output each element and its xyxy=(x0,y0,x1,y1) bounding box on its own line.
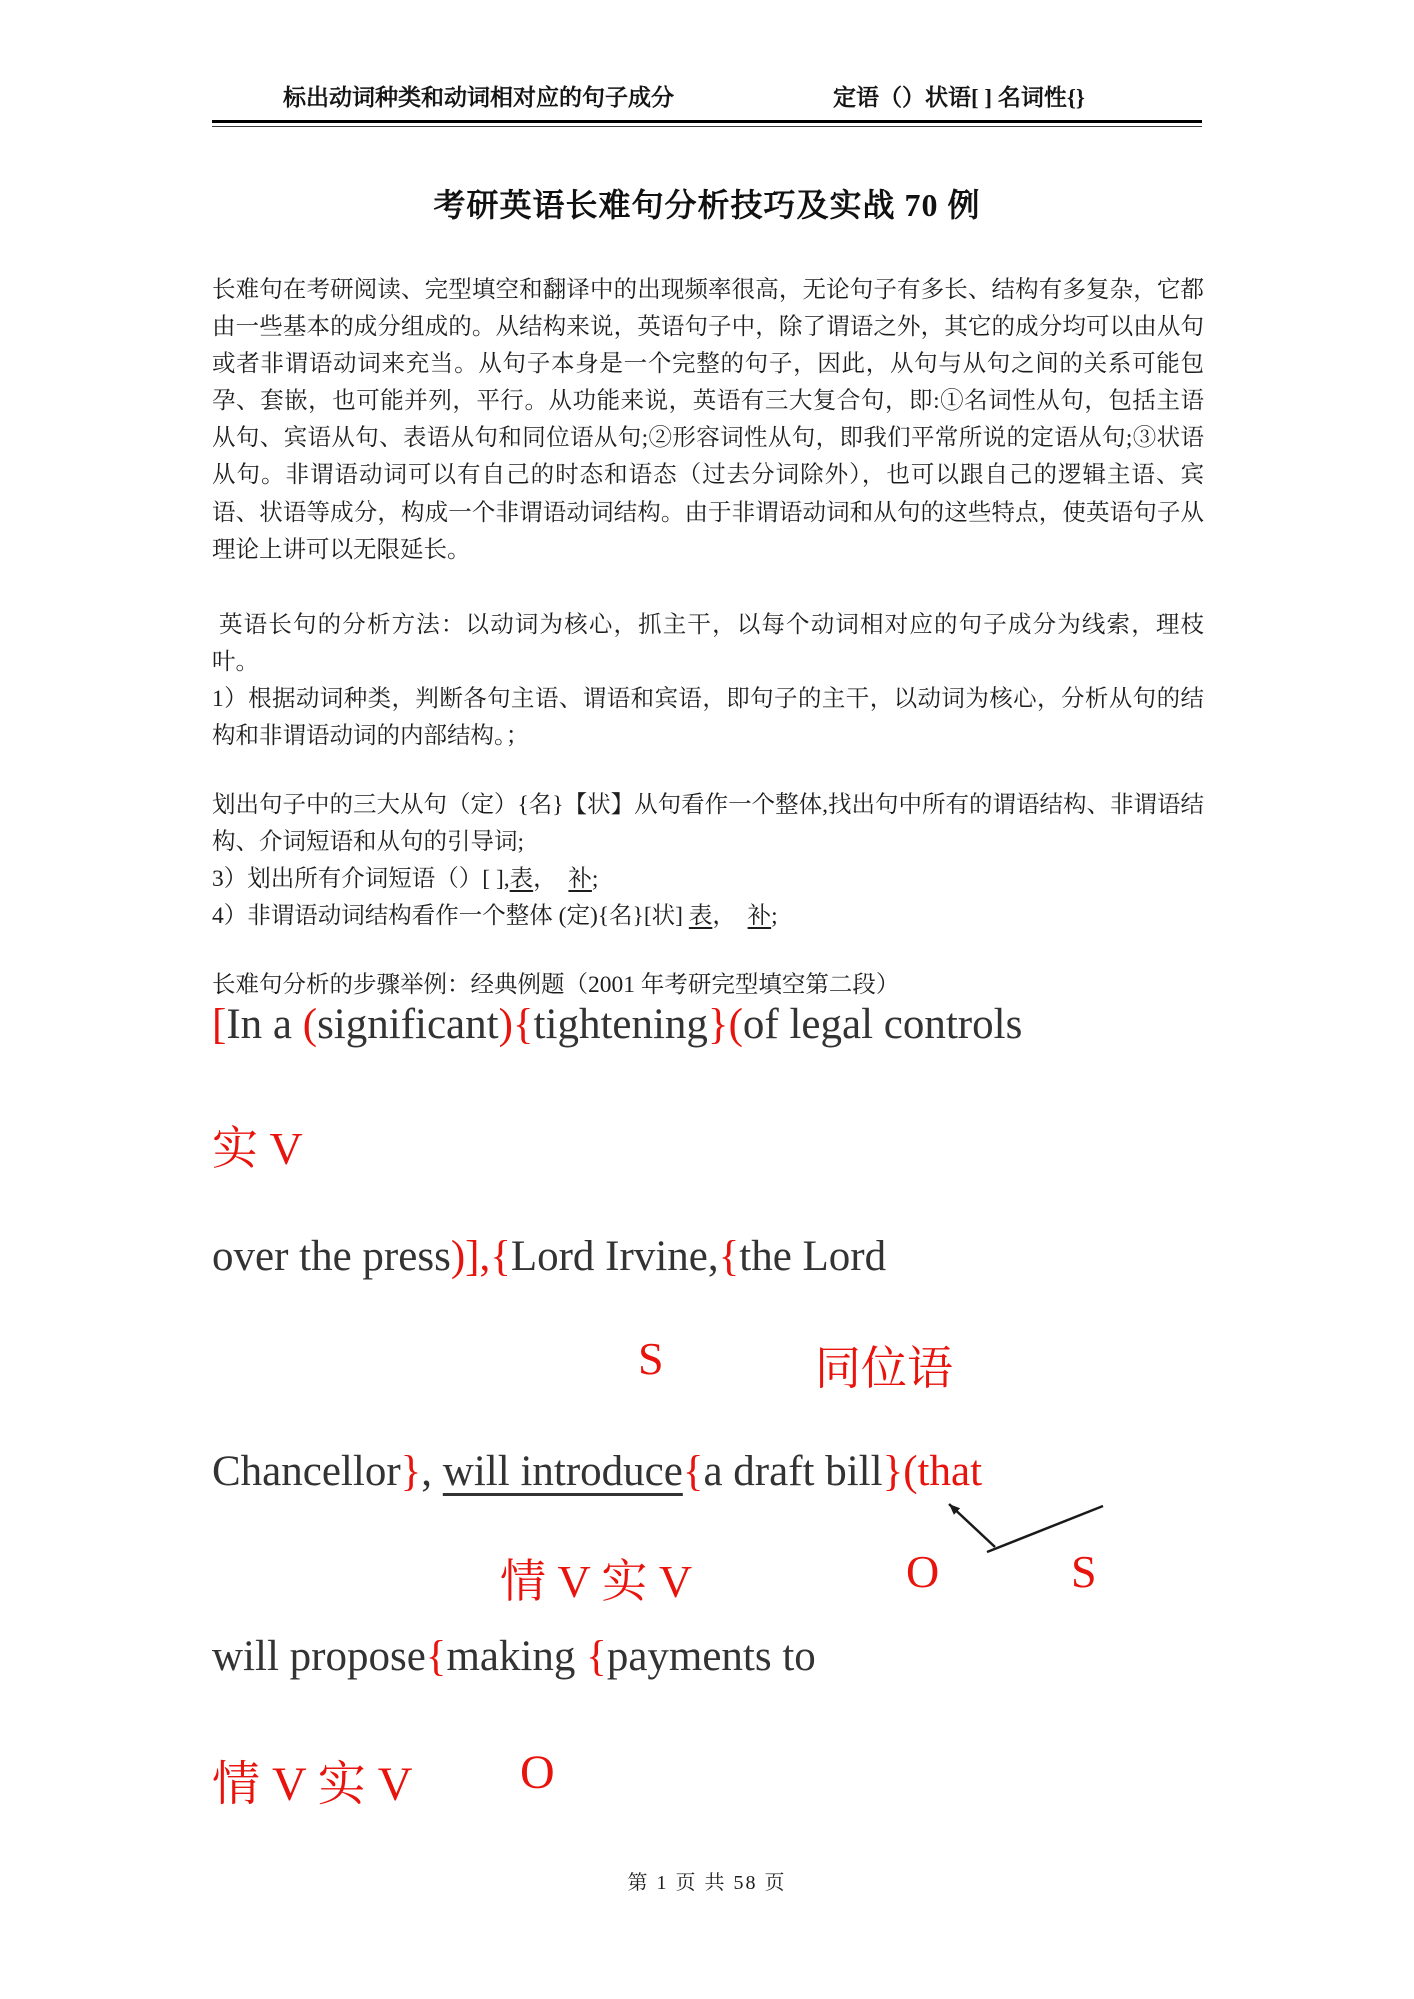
example-intro: 长难句分析的步骤举例：经典例题（2001 年考研完型填空第二段） xyxy=(212,972,900,998)
grammar-label-row-2 xyxy=(0,1332,1414,1392)
header-rule-thin xyxy=(212,126,1202,127)
grammar-label-row-4 xyxy=(0,1745,1414,1811)
grammar-label-subject: S xyxy=(1071,1546,1097,1597)
grammar-label-subject: S xyxy=(638,1333,664,1384)
step-line-3: 3）划出所有介词短语（）[ ],表， 补; xyxy=(212,866,599,892)
method-paragraph-1: 英语长句的分析方法：以动词为核心，抓主干，以每个动词相对应的句子成分为线索，理枝叶。 xyxy=(212,612,1204,676)
example-sentence-2: over the press)],{Lord Irvine,{the Lord xyxy=(212,1233,887,1280)
grammar-label-modal-real-verb: 情 V 实 V xyxy=(500,1556,693,1607)
grammar-label-row-3 xyxy=(0,1545,1414,1605)
method-paragraph-2: 1）根据动词种类，判断各句主语、谓语和宾语，即句子的主干，以动词为核心，分析从句的结构和非谓语动词的内部结构。； xyxy=(212,686,1204,750)
step-line-2: 划出句子中的三大从句（定）{名}【状】从句看作一个整体,找出句中所有的谓语结构、非谓语结构、介词短语和从句的引导词; xyxy=(212,792,1204,856)
grammar-label-apposition: 同位语 xyxy=(815,1343,953,1394)
page-number: 第 1 页 共 58 页 xyxy=(627,1872,787,1894)
page-title: 考研英语长难句分析技巧及实战 70 例 xyxy=(433,187,981,223)
grammar-label-object: O xyxy=(520,1746,555,1799)
grammar-label-real-verb: 实 V xyxy=(212,1123,303,1174)
header-rule-thick xyxy=(212,120,1202,123)
step-line-4: 4）非谓语动词结构看作一个整体 (定){名}[状] 表， 补; xyxy=(212,903,778,929)
header-left-text: 标出动词种类和动词相对应的句子成分 xyxy=(283,85,674,110)
example-sentence-4: will propose{making {payments to xyxy=(212,1633,816,1680)
grammar-label-object: O xyxy=(906,1546,940,1597)
grammar-label-modal-real-verb: 情 V 实 V xyxy=(212,1758,413,1811)
example-sentence-3: Chancellor}, will introduce{a draft bill}(that xyxy=(212,1448,983,1495)
example-sentence-1: [In a (significant){tightening}(of legal controls xyxy=(212,1001,1023,1048)
grammar-label-row-1 xyxy=(0,1112,1414,1172)
intro-paragraph: 长难句在考研阅读、完型填空和翻译中的出现频率很高，无论句子有多长、结构有多复杂，它都由一些基本的成分组成的。从结构来说，英语句子中，除了谓语之外，其它的成分均可以由从句或者非谓语动词来充当。从句子本身是一个完整的句子，因此，从句与从句之间的关系可能包孕、套嵌，也可能并列，平行。从功能来说，英语有三大复合句，即:①名词性从句，包括主语从句、宾语从句、表语从句和同位语从句;②形容词性从句，即我们平常所说的定语从句;③状语从句。非谓语动词可以有自己的时态和语态（过去分词除外），也可以跟自己的逻辑主语、宾语、状语等成分，构成一个非谓语动词结构。由于非谓语动词和从句的这些特点，使英语句子从理论上讲可以无限延长。 xyxy=(212,277,1204,563)
header-right-text: 定语（）状语[ ] 名词性{} xyxy=(833,85,1085,110)
